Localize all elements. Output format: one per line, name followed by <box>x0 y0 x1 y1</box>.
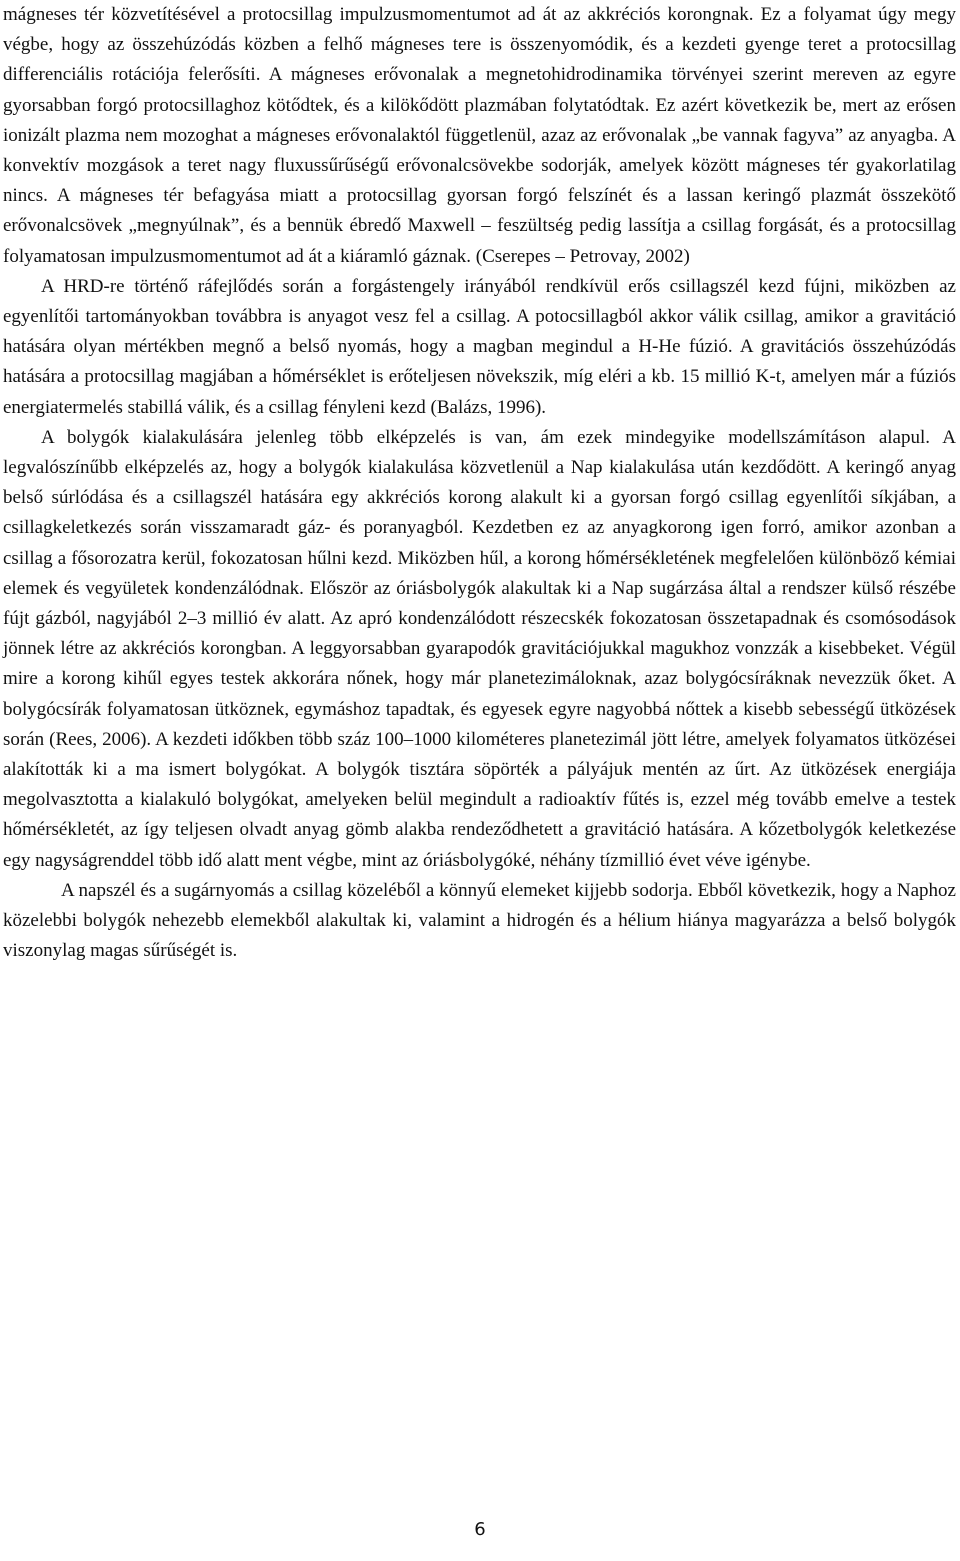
document-body <box>3 0 956 967</box>
paragraph-magnetic-braking: mágneses tér közvetítésével a protocsillag impulzusmomentumot ad át az akkréciós korongnak. Ez a folyamat úgy megy végbe, hogy az összehúzódás közben a felhő mágneses tere is összenyomódik, és a kezdeti gyenge teret a protocsillag differenciális rotációja felerősíti. A mágneses erővonalak a megnetohidrodinamika törvényei szerint mereven az egyre gyorsabban forgó protocsillaghoz kötődtek, és a kilökődött plazmában folytatódtak. Ez azért következik be, mert az erősen ionizált plazma nem mozoghat a mágneses erővonalaktól függetlenül, azaz az erővonalak „be vannak fagyva” az anyagba. A konvektív mozgások a teret nagy fluxussűrűségű erővonalcsövekbe sodorják, amelyek között mágneses tér gyakorlatilag nincs. A mágneses tér befagyása miatt a protocsillag gyorsan forgó felszínét és a lassan keringő plazmát összekötő erővonalcsövek „megnyúlnak”, és a bennük ébredő Maxwell – feszültség pedig lassítja a csillag forgását, és a protocsillag folyamatosan impulzusmomentumot ad át a kiáramló gáznak. (Cserepes – Petrovay, 2002) <box>3 4 956 267</box>
paragraph-hrd-evolution: A HRD-re történő ráfejlődés során a forgástengely irányából rendkívül erős csillagszél kezd fújni, miközben az egyenlítői tartományokban továbbra is anyagot vesz fel a csillag. A potocsillagból akkor válik csillag, amikor a gravitáció hatására olyan mértékben megnő a belső nyomás, hogy a magban megindul a H-He fúzió. A gravitációs összehúzódás hatására a protocsillag magjában a hőmérséklet is erőteljesen növekszik, míg eléri a kb. 15 millió K-t, amelyen már a fúziós energiatermelés stabillá válik, és a csillag fényleni kezd (Balázs, 1996). <box>3 275 956 418</box>
paragraph-solar-wind: A napszél és a sugárnyomás a csillag közeléből a könnyű elemeket kijjebb sodorja. Ebből következik, hogy a Naphoz közelebbi bolygók nehezebb elemekből alakultak ki, valamint a hidrogén és a hélium hiánya magyarázza a belső bolygók viszonylag magas sűrűségét is. <box>3 879 956 962</box>
page-number: 6 <box>474 1519 486 1540</box>
paragraph-planet-formation: A bolygók kialakulására jelenleg több elképzelés is van, ám ezek mindegyike modellszámításon alapul. A legvalószínűbb elképzelés az, hogy a bolygók kialakulása közvetlenül a Nap kialakulása után kezdődött. A keringő anyag belső súrlódása és a csillagszél hatására egy akkréciós korong alakult ki a gyorsan forgó csillag egyenlítői síkjában, a csillagkeletkezés során visszamaradt gáz- és poranyagból. Kezdetben ez az anyagkorong igen forró, amikor azonban a csillag a fősorozatra kerül, fokozatosan hűlni kezd. Miközben hűl, a korong hőmérsékletének megfelelően különböző kémiai elemek és vegyületek kondenzálódnak. Először az óriásbolygók alakultak ki a Nap sugárzása által a rendszer külső részébe fújt gázból, nagyjából 2–3 millió év alatt. Az apró kondenzálódott részecskék fokozatosan összetapadnak és csomósodások jönnek létre az akkréciós korongban. A leggyorsabban gyarapodók gravitációjukkal magukhoz vonzzák a kisebbeket. Végül mire a korong kihűl egyes testek akkorára nőnek, hogy már planetezimáloknak, azaz bolygócsíráknak nevezzük őket. A bolygócsírák folyamatosan ütköznek, egymáshoz tapadtak, és egyesek egyre nagyobbá nőttek a kisebb sebességű ütközések során (Rees, 2006). A kezdeti időkben több száz 100–1000 kilométeres planetezimál jött létre, amelyek folyamatos ütközései alakították ki a ma ismert bolygókat. A bolygók tisztára söpörték a pályájuk mentén az űrt. Az ütközések energiája megolvasztotta a kialakuló bolygókat, amelyeken belül megindult a radioaktív fűtés is, ezzel még tovább emelve a testek hőmérsékletét, az így teljesen olvadt anyag gömb alakba rendeződhetett a gravitáció hatására. A kőzetbolygók keletkezése egy nagyságrenddel több idő alatt ment végbe, mint az óriásbolygóké, néhány tízmillió évet véve igénybe. <box>3 426 956 871</box>
